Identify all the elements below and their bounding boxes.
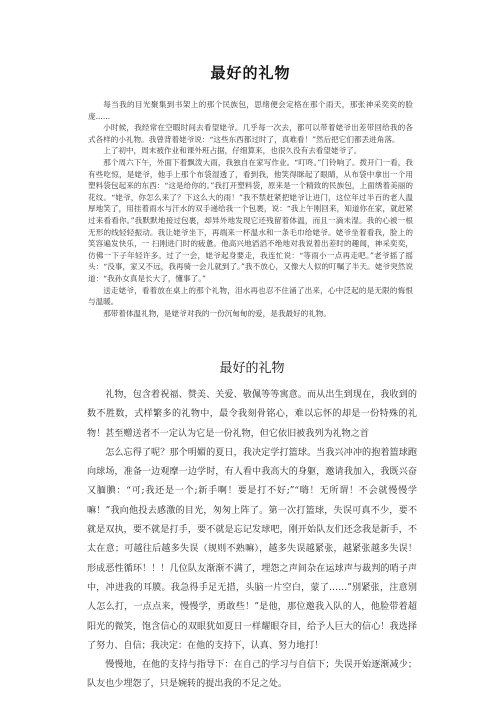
essay-two-title: 最好的礼物 — [219, 361, 285, 376]
essay-one-paragraph: 那个周六下午，外面下着飘泼大雨，我独自在家写作业。“叮咚。”门铃响了。拨开门一看，我有些吃惊，是姥爷，他手上那个布袋湿透了，看到我，他笑得眯起了眼睛，从布袋中拿出一个用塑料袋包起来的东西：“这是给你的。”我打开塑料袋，原来是一个精致的民族包，上面绣着美丽的花纹。“姥爷，你怎么来了？下这么大的雨！”我不禁赶紧把姥爷让进门，这位年过半百的老人温厚地笑了，用挂着雨水与汗水的双手递给我一个包裹，说：“我上午刚回来，知道你在家，就赶紧过来看看你。”我默默地接过包裹，却异外地发现它还残留着体温，而且一滴未湿。我的心被一根无形的线轻轻振动。我让姥爷坐下，再端来一杯温水和一条毛巾给姥爷。姥爷坐着看我，脸上的笑容遍发快乐，一 扫刚进门时的疲惫。他高兴地滔滔不绝地对我说着出差时的趣闻，神采奕奕，仿佛一下子年轻许多。过了一会，姥爷起身要走，我连忙说：“等雨小一点再走吧。”老爷摇了摇头：“没事，家又不远，我再骑一会儿就到了。”我不放心，又像大人似的叮嘱了半天。姥爷突然说道：“我孙女真是长大了，懂事了。” — [88, 157, 413, 283]
essay-two — [87, 357, 417, 695]
essay-one-paragraph: 小时候，我经常在空暇时间去看望姥爷。几乎每一次去，都可以带着姥爷出差带回给我的各式各样的小礼物。我曾背着姥爷说：“这些东西都过时了，真难看！”然后把它们都丢进角落。 — [88, 123, 413, 144]
essay-one-paragraph: 送走姥爷，看着放在桌上的那个礼物，泪水再也忍不住涌了出来，心中泛起的是无限的悔恨与温暖。 — [88, 285, 413, 307]
essay-two-paragraph: 怎么忘得了呢？那个明媚的夏日，我决定学打篮球。当我兴冲冲的抱着篮球跑向球场，准备一边观摩一边学时，有人看中我高大的身躯，邀请我加入，我既兴奋又腼腆：“可;我还是一个;新手啊！要是打不好;”“嗨！无所谓！不会就慢慢学嘛！”我向他投去感激的目光，匆匆上阵了。第一次打篮球，失误可真不少，要不就是双执，要不就是打手，要不就是忘记发球吧，刚开始队友们还念我是新手，不太在意；可越往后越多失误（规则不熟嘛），越多失误越紧张，越紧张越多失误！形成恶性循环！！！几位队友渐渐不满了，埋怨之声间杂在运球声与裁判的哨子声中，冲进我的耳膜。我急得手足无措，头脑一片空白，蒙了……”别紧张，注意别人怎么打，一点点来，慢慢学，勇敢些！”是他，那位邀我入队的人，他脸带着超阳光的微笑，饱含信心的双眼犹如夏日一样耀眼夺目，给予人巨大的信心！我选择了努力、自信；我决定：在他的支持下，认真、努力地打！ — [87, 447, 417, 651]
essay-one-paragraph: 上了初中，周末被作业和课外班占据，仔细算来，也很久没有去看望姥爷了。 — [103, 146, 362, 156]
essay-one-title: 最好的礼物 — [210, 64, 291, 82]
essay-two-paragraph: 礼物，包含着祝福、赞美、关爱、敬佩等等寓意。而从出生到现在，我收到的数不胜数，式样繁多的礼物中，最令我刻骨铭心，难以忘怀的却是一份特殊的礼物！甚至赠送者不一定认为它是一份礼物，但它依旧被我列为礼物之首 — [87, 390, 417, 439]
essay-one-paragraph: 那带着体温礼物，是姥爷对我的一份沉甸甸的爱，是我最好的礼物。 — [103, 308, 331, 318]
essay-one — [88, 62, 413, 319]
essay-one-paragraph: 每当我的目光聚集到书架上的那个民族包，思绪便会定格在那个雨天，那张神采奕奕的脸庞...... — [88, 100, 413, 121]
essay-two-paragraph: 慢慢地，在他的支持与指导下：在自己的学习与自信下；失误开始逐渐减少；队友也少埋怨了，只是婉转的提出我的不足之处。 — [87, 660, 417, 690]
